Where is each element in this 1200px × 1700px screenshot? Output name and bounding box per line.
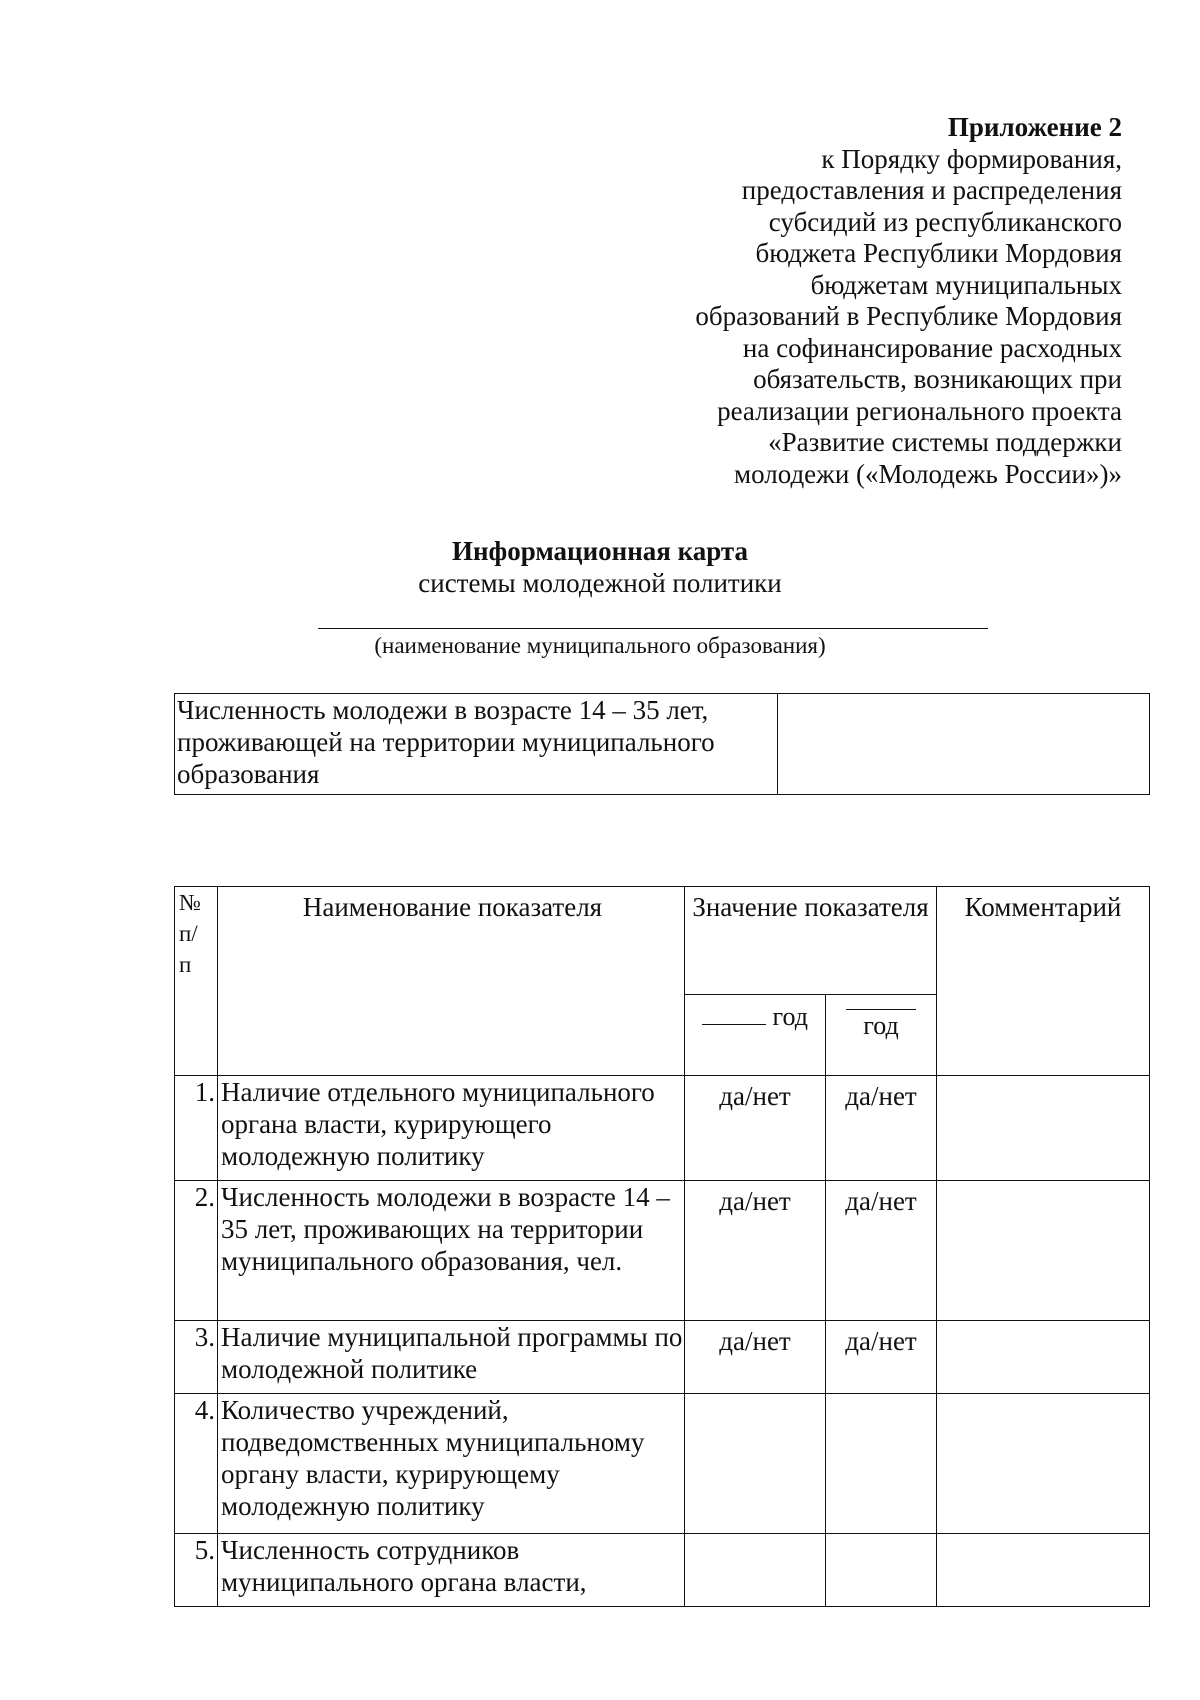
- row-value-1[interactable]: да/нет: [685, 1321, 826, 1394]
- header-num: № п/ п: [175, 887, 218, 1076]
- row-value-1[interactable]: [685, 1534, 826, 1607]
- header-value: Значение показателя: [685, 887, 937, 995]
- indicators-table: [174, 886, 1150, 1607]
- appendix-line: молодежи («Молодежь России»)»: [734, 458, 1122, 489]
- appendix-line: образований в Республике Мордовия: [695, 301, 1122, 331]
- appendix-line: реализации регионального проекта: [717, 395, 1122, 426]
- row-value-1[interactable]: да/нет: [685, 1076, 826, 1181]
- appendix-line: обязательств, возникающих при: [753, 364, 1122, 394]
- document-subtitle: системы молодежной политики: [418, 568, 782, 598]
- header-year-1: [685, 995, 826, 1076]
- row-name: Численность молодежи в возрасте 14 – 35 лет, проживающих на территории муниципального образования, чел.: [218, 1181, 685, 1321]
- row-comment[interactable]: [937, 1321, 1150, 1394]
- year-blank-1[interactable]: [702, 1006, 766, 1025]
- row-value-2[interactable]: да/нет: [826, 1076, 937, 1181]
- table-row: [175, 1394, 1150, 1534]
- appendix-line: к Порядку формирования,: [821, 143, 1122, 174]
- row-num: 5.: [175, 1534, 218, 1607]
- header-comment: Комментарий: [937, 887, 1150, 1076]
- row-num: 3.: [175, 1321, 218, 1394]
- table-row: [175, 1321, 1150, 1394]
- row-num: 4.: [175, 1394, 218, 1534]
- appendix-line: бюджета Республики Мордовия: [755, 238, 1122, 268]
- municipality-name-caption: (наименование муниципального образования): [374, 633, 826, 658]
- header-name: Наименование показателя: [218, 887, 685, 1076]
- table-header-row: [175, 887, 1150, 995]
- row-num: 2.: [175, 1181, 218, 1321]
- row-comment[interactable]: [937, 1076, 1150, 1181]
- table-row: [175, 1076, 1150, 1181]
- row-value-2[interactable]: да/нет: [826, 1181, 937, 1321]
- municipality-name-line: [318, 628, 988, 629]
- row-name: Наличие отдельного муниципального органа власти, курирующего молодежную политику: [218, 1076, 685, 1181]
- document-title: Информационная карта: [451, 536, 749, 566]
- row-num: 1.: [175, 1076, 218, 1181]
- appendix-line: бюджетам муниципальных: [810, 269, 1122, 300]
- appendix-line: предоставления и распределения: [741, 175, 1122, 205]
- row-value-1[interactable]: [685, 1394, 826, 1534]
- row-comment[interactable]: [937, 1394, 1150, 1534]
- table-row: [175, 1181, 1150, 1321]
- summary-table: [174, 693, 1150, 795]
- summary-value-cell[interactable]: [778, 694, 1150, 795]
- row-value-1[interactable]: да/нет: [685, 1181, 826, 1321]
- appendix-line: «Развитие системы поддержки: [768, 427, 1122, 457]
- row-name: Численность сотрудников муниципального органа власти,: [218, 1534, 685, 1607]
- header-year-2: [826, 995, 937, 1076]
- year-label-1: год: [772, 1002, 808, 1031]
- row-comment[interactable]: [937, 1181, 1150, 1321]
- table-row: [175, 1534, 1150, 1607]
- year-blank-2[interactable]: [846, 1009, 916, 1010]
- summary-label: Численность молодежи в возрасте 14 – 35 лет, проживающей на территории муниципального образования: [175, 694, 778, 795]
- appendix-line: на софинансирование расходных: [742, 332, 1122, 363]
- row-value-2[interactable]: [826, 1534, 937, 1607]
- appendix-line: субсидий из республиканского: [768, 206, 1122, 237]
- row-value-2[interactable]: да/нет: [826, 1321, 937, 1394]
- year-label-2: год: [863, 1011, 899, 1040]
- document-heading: [0, 535, 1200, 599]
- row-comment[interactable]: [937, 1534, 1150, 1607]
- row-value-2[interactable]: [826, 1394, 937, 1534]
- row-name: Количество учреждений, подведомственных муниципальному органу власти, курирующему молодежную политику: [218, 1394, 685, 1534]
- table-row: [175, 694, 1150, 795]
- row-name: Наличие муниципальной программы по молодежной политике: [218, 1321, 685, 1394]
- appendix-block: [602, 112, 1122, 490]
- appendix-title: Приложение 2: [947, 112, 1122, 142]
